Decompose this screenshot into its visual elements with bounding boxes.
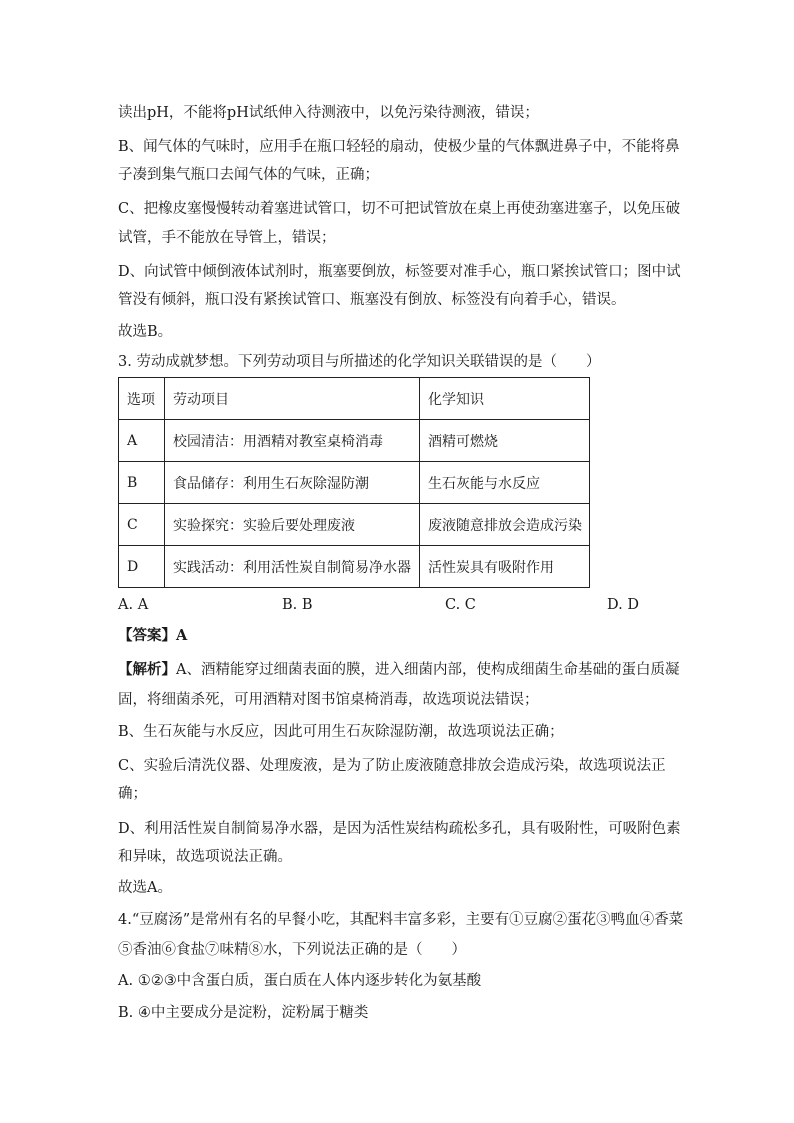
table-cell: D <box>119 546 165 588</box>
text-line: 固，将细菌杀死，可用酒精对图书馆桌椅消毒，故选项说法错误； <box>118 692 539 708</box>
analysis-first-line <box>118 660 679 680</box>
text-line: ⑤香油⑥食盐⑦味精⑧水，下列说法正确的是（ ） <box>118 942 466 958</box>
text-line: C、把橡皮塞慢慢转动着塞进试管口，切不可把试管放在桌上再使劲塞进塞子，以免压破 <box>118 201 681 217</box>
table-cell: A <box>119 420 165 462</box>
table-row <box>119 546 590 588</box>
table-cell: 实验探究：实验后要处理废液 <box>165 504 420 546</box>
option-b: B. B <box>282 597 313 613</box>
table-cell: C <box>119 504 165 546</box>
option-a: A. A <box>118 597 149 613</box>
table-cell: 生石灰能与水反应 <box>420 462 590 504</box>
text-line: C、实验后清洗仪器、处理废液，是为了防止废液随意排放会造成污染，故选项说法正 <box>118 758 666 774</box>
text-line: 和异味，故选项说法正确。 <box>118 849 292 865</box>
text-line: 管没有倾斜，瓶口没有紧挨试管口、瓶塞没有倒放、标签没有向着手心，错误。 <box>118 292 626 308</box>
table-header-cell: 选项 <box>119 378 165 420</box>
table-header-cell: 化学知识 <box>420 378 590 420</box>
option-line: A. ①②③中含蛋白质，蛋白质在人体内逐步转化为氨基酸 <box>118 973 482 989</box>
analysis-label: 【解析】 <box>118 661 176 678</box>
question-3-stem: 3. 劳动成就梦想。下列劳动项目与所描述的化学知识关联错误的是（ ） <box>118 354 601 370</box>
text-line: 试管，手不能放在导管上，错误； <box>118 230 336 246</box>
table-cell: 校园清洁：用酒精对教室桌椅消毒 <box>165 420 420 462</box>
text-line: 故选A。 <box>118 880 172 896</box>
text-line: 读出pH，不能将pH试纸伸入待测液中，以免污染待测液，错误； <box>118 105 539 121</box>
text-line: B、闻气体的气味时，应用手在瓶口轻轻的扇动，使极少量的气体飘进鼻子中，不能将鼻 <box>118 139 680 155</box>
text-line: B、生石灰能与水反应，因此可用生石灰除湿防潮，故选项说法正确； <box>118 724 564 740</box>
answer-line: 【答案】A <box>118 627 188 644</box>
question-4-stem: 4.“豆腐汤”是常州有名的早餐小吃，其配料丰富多彩，主要有①豆腐②蛋花③鸭血④香菜 <box>118 912 684 928</box>
table-cell: 实践活动：利用活性炭自制简易净水器 <box>165 546 420 588</box>
text-line: 确； <box>118 786 147 802</box>
question-table <box>118 377 590 588</box>
table-header-row <box>119 378 590 420</box>
text-line: D、利用活性炭自制简易净水器，是因为活性炭结构疏松多孔，具有吸附性，可吸附色素 <box>118 821 681 837</box>
analysis-text: A、酒精能穿过细菌表面的膜，进入细菌内部，使构成细菌生命基础的蛋白质凝 <box>176 662 680 678</box>
option-c: C. C <box>445 597 476 613</box>
text-line: D、向试管中倾倒液体试剂时，瓶塞要倒放，标签要对准手心，瓶口紧挨试管口；图中试 <box>118 264 681 280</box>
table-row <box>119 420 590 462</box>
table-row <box>119 504 590 546</box>
option-line: B. ④中主要成分是淀粉，淀粉属于糖类 <box>118 1005 369 1021</box>
table-cell: B <box>119 462 165 504</box>
table-cell: 酒精可燃烧 <box>420 420 590 462</box>
table-row <box>119 462 590 504</box>
table-cell: 食品储存：利用生石灰除湿防潮 <box>165 462 420 504</box>
table-cell: 活性炭具有吸附作用 <box>420 546 590 588</box>
text-line: 故选B。 <box>118 324 173 340</box>
table-cell: 废液随意排放会造成污染 <box>420 504 590 546</box>
table-header-cell: 劳动项目 <box>165 378 420 420</box>
text-line: 子凑到集气瓶口去闻气体的气味，正确； <box>118 167 379 183</box>
option-d: D. D <box>607 597 639 613</box>
